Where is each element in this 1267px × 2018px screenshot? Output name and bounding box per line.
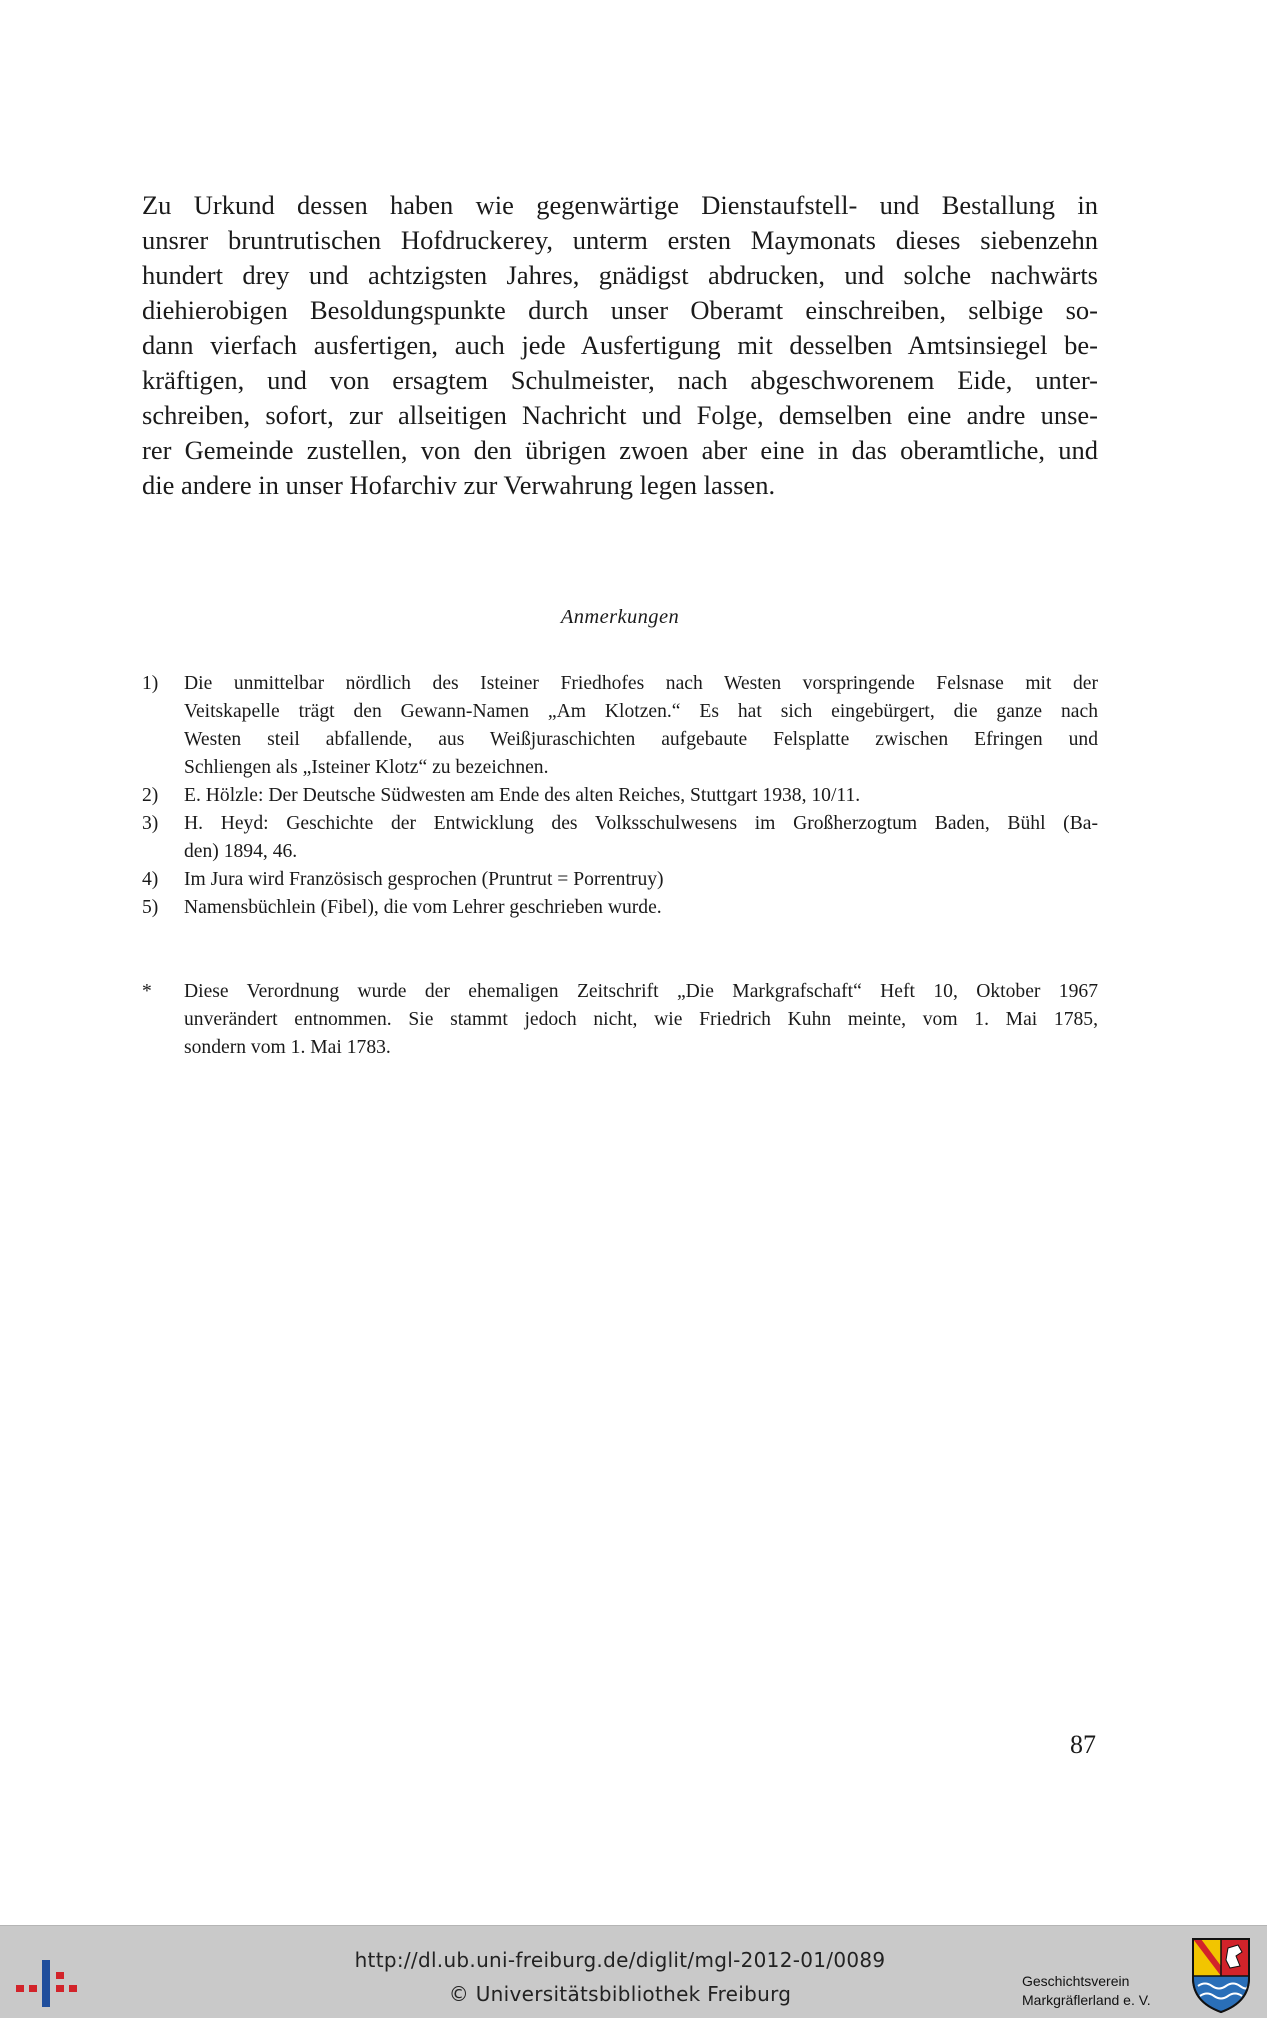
body-line: die andere in unser Hofarchiv zur Verwahrung legen lassen. xyxy=(142,470,776,500)
body-line: diehierobigen Besoldungspunkte durch unser Oberamt einschreiben, selbige so- xyxy=(142,295,1098,325)
note-item xyxy=(142,810,1098,866)
note-number: 1) xyxy=(142,673,159,694)
note-number: 2) xyxy=(142,785,159,806)
note-line: unverändert entnommen. Sie stammt jedoch nicht, wie Friedrich Kuhn meinte, vom 1. Mai 1785, xyxy=(184,1009,1098,1030)
note-line: den) 1894, 46. xyxy=(184,841,298,862)
body-line: rer Gemeinde zustellen, von den übrigen zwoen aber eine in das oberamtliche, und xyxy=(142,435,1098,465)
note-line: Diese Verordnung wurde der ehemaligen Zeitschrift „Die Markgrafschaft“ Heft 10, Oktober 1967 xyxy=(184,981,1098,1002)
asterisk-marker: * xyxy=(142,981,152,1002)
note-line: Im Jura wird Französisch gesprochen (Pruntrut = Porrentruy) xyxy=(184,869,664,890)
note-item xyxy=(142,782,1098,810)
editorial-note-body xyxy=(142,978,1098,1062)
coat-of-arms-icon xyxy=(1190,1936,1252,2014)
note-item xyxy=(142,894,1098,922)
society-name-line: Markgräflerland e. V. xyxy=(1022,1992,1151,2008)
copyright-notice: © Universitätsbibliothek Freiburg xyxy=(448,1982,792,2006)
body-line: hundert drey und achtzigsten Jahres, gnädigst abdrucken, und solche nachwärts xyxy=(142,260,1098,290)
body-line: dann vierfach ausfertigen, auch jede Ausfertigung mit desselben Amtsinsiegel be- xyxy=(142,330,1098,360)
body-line: Zu Urkund dessen haben wie gegenwärtige Dienstaufstell- und Bestallung in xyxy=(142,190,1098,220)
notes-list xyxy=(142,670,1098,922)
note-line: Veitskapelle trägt den Gewann-Namen „Am Klotzen.“ Es hat sich eingebürgert, die ganze nach xyxy=(184,701,1098,722)
note-item xyxy=(142,866,1098,894)
note-item xyxy=(142,670,1098,782)
footer-bar xyxy=(0,1925,1267,2018)
note-number: 5) xyxy=(142,897,159,918)
note-line: H. Heyd: Geschichte der Entwicklung des Volksschulwesens im Großherzogtum Baden, Bühl (Ba- xyxy=(184,813,1098,834)
note-line: Schliengen als „Isteiner Klotz“ zu bezeichnen. xyxy=(184,757,549,778)
body-line: unsrer bruntrutischen Hofdruckerey, unterm ersten Maymonats dieses siebenzehn xyxy=(142,225,1098,255)
note-number: 3) xyxy=(142,813,159,834)
body-paragraph xyxy=(142,188,1098,503)
source-url[interactable]: http://dl.ub.uni-freiburg.de/diglit/mgl-2012-01/0089 xyxy=(354,1948,886,1972)
note-number: 4) xyxy=(142,869,159,890)
note-line: Westen steil abfallende, aus Weißjuraschichten aufgebaute Felsplatte zwischen Efringen und xyxy=(184,729,1098,750)
page-number: 87 xyxy=(1070,1730,1096,1759)
society-name-line: Geschichtsverein xyxy=(1022,1973,1130,1989)
note-line: sondern vom 1. Mai 1783. xyxy=(184,1037,391,1058)
society-name xyxy=(1022,1972,1151,2010)
note-line: Namensbüchlein (Fibel), die vom Lehrer geschrieben wurde. xyxy=(184,897,662,918)
note-line: E. Hölzle: Der Deutsche Südwesten am Ende des alten Reiches, Stuttgart 1938, 10/11. xyxy=(184,785,861,806)
editorial-note xyxy=(142,978,1098,1062)
body-line: kräftigen, und von ersagtem Schulmeister, nach abgeschworenem Eide, unter- xyxy=(142,365,1098,395)
notes-heading: Anmerkungen xyxy=(560,606,680,628)
note-line: Die unmittelbar nördlich des Isteiner Friedhofes nach Westen vorspringende Felsnase mit der xyxy=(184,673,1098,694)
body-line: schreiben, sofort, zur allseitigen Nachricht und Folge, demselben eine andre unse- xyxy=(142,400,1098,430)
